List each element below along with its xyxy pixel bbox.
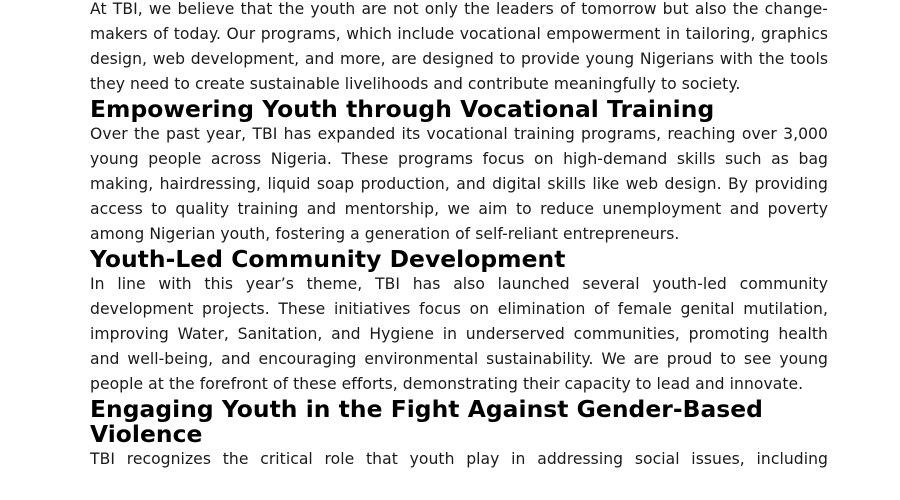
section-heading-community-development: Youth-Led Community Development — [90, 245, 566, 273]
document-body — [90, 0, 828, 472]
section-heading-gender-based-violence: Engaging Youth in the Fight Against Gender-Based Violence — [90, 395, 763, 448]
intro-paragraph: At TBI, we believe that the youth are not only the leaders of tomorrow but also the change-makers of today. Our programs, which include vocational empowerment in tailoring, graphics design, web development, and more, are designed to provide young Nigerians with the tools they need to create sustainable livelihoods and contribute meaningfully to society. — [90, 0, 828, 93]
section-heading-vocational-training: Empowering Youth through Vocational Training — [90, 95, 715, 123]
section-body-vocational-training: Over the past year, TBI has expanded its vocational training programs, reaching over 3,000 young people across Nigeria. These programs focus on high-demand skills such as bag making, hairdressing, liquid soap production, and digital skills like web design. By providing access to quality training and mentorship, we aim to reduce unemployment and poverty among Nigerian youth, fostering a generation of self-reliant entrepreneurs. — [90, 125, 828, 243]
section-body-community-development: In line with this year’s theme, TBI has also launched several youth-led community development projects. These initiatives focus on elimination of female genital mutilation, improving Water, Sanitation, and Hygiene in underserved communities, promoting health and well-being, and encouraging environmental sustainability. We are proud to see young people at the forefront of these efforts, demonstrating their capacity to lead and innovate. — [90, 275, 828, 393]
section-body-gender-based-violence: TBI recognizes the critical role that youth play in addressing social issues, including — [90, 450, 828, 468]
